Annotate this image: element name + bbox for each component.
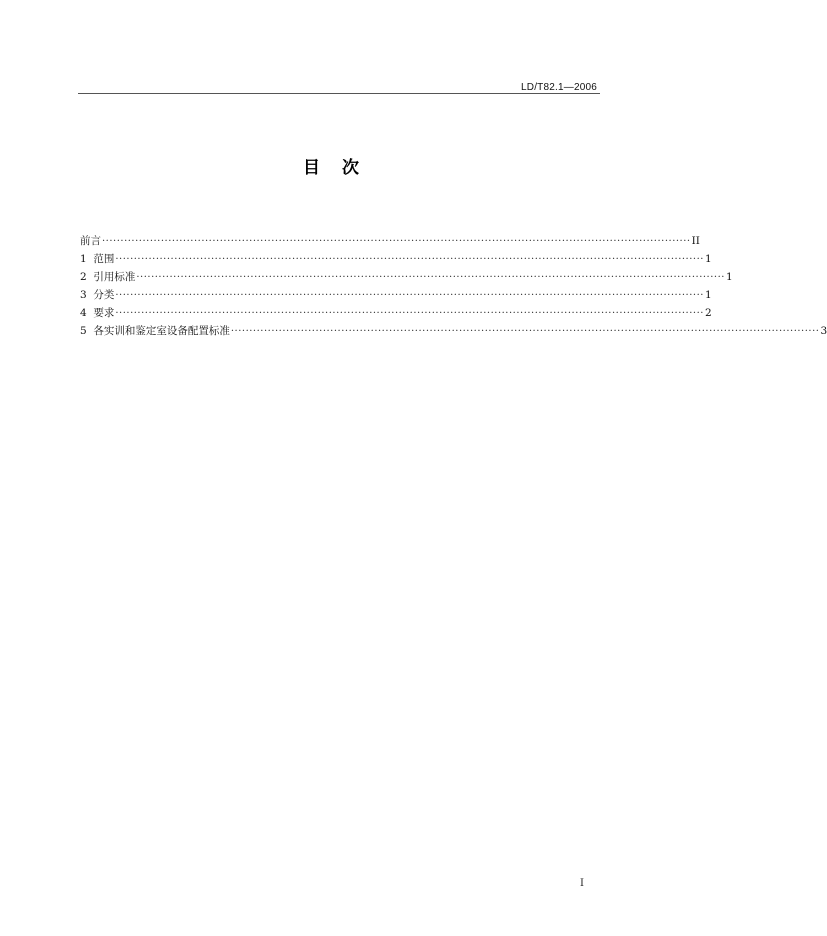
toc-entry-page: II [691,235,700,247]
page-number: I [580,878,584,889]
toc-entry-page: 2 [704,307,712,319]
toc-dot-leader: ································································································································································ [115,254,704,265]
toc-entry-number: 5 [80,325,94,337]
toc-entry-label: 要求 [93,307,115,319]
toc-entry-requirements[interactable] [80,304,712,322]
toc-entry-page: 1 [725,271,733,283]
toc-title: 目 次 [303,158,359,178]
toc-entry-normative-references[interactable] [80,268,733,286]
toc-entry-classification[interactable] [80,286,712,304]
toc-dot-leader: ································································································································································ [115,308,704,319]
toc-entry-number: 1 [80,253,94,265]
toc-entry-label: 引用标准 [93,271,136,283]
document-code: LD/T82.1—2006 [521,82,597,93]
toc-dot-leader: ································································································································································ [102,236,691,247]
toc-entry-page: 1 [704,253,712,265]
toc-dot-leader: ································································································································································ [230,326,820,337]
toc-entry-page: 1 [704,289,712,301]
toc-entry-page: 3 [820,325,827,337]
toc-entry-label: 各实训和鉴定室设备配置标准 [93,325,230,337]
header-rule [78,93,600,94]
toc-entry-label: 分类 [93,289,115,301]
toc-dot-leader: ································································································································································ [136,272,725,283]
toc-dot-leader: ································································································································································ [115,290,704,301]
toc-entry-label: 范围 [93,253,115,265]
toc-entry-foreword[interactable] [80,232,700,250]
toc-entry-scope[interactable] [80,250,712,268]
toc-entry-number: 3 [80,289,94,301]
toc-entry-label: 前言 [80,235,101,247]
toc-entry-equipment-standards[interactable] [80,322,827,340]
toc-entry-number: 4 [80,307,94,319]
toc-entry-number: 2 [80,271,94,283]
table-of-contents [80,232,827,340]
